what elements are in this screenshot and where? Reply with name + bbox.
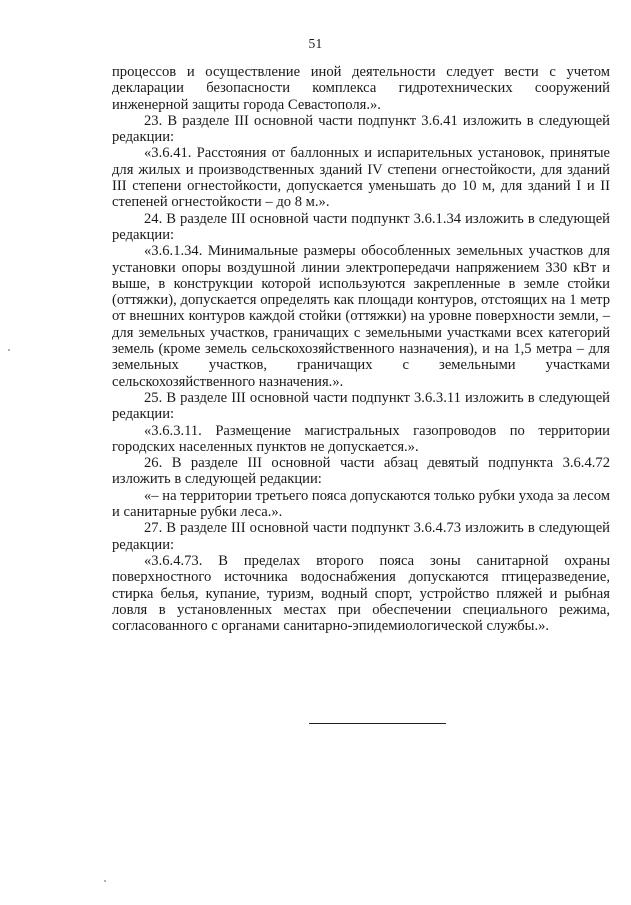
paragraph-quote-3-6-41: «3.6.41. Расстояния от баллонных и испарительных установок, принятые для жилых и производственных зданий IV степени огнестойкости, для зданий III степени огнестойкости, допускается уменьшать до 10 м, для зданий I и II степеней огнестойкости – до 8 м.». [112,145,610,211]
paragraph-item-27: 27. В разделе III основной части подпункт 3.6.4.73 изложить в следующей редакции: [112,520,610,553]
paragraph-quote-3-6-1-34: «3.6.1.34. Минимальные размеры обособленных земельных участков для установки опоры воздушной линии электропередачи напряжением 330 кВт и выше, в конструкции которой используются закрепленные в земле стойки (оттяжки), допускается определять как площади контуров, отстоящих на 1 метр от внешних контуров каждой стойки (оттяжки) на уровне поверхности земли, – для земельных участков, граничащих с земельными участками всех категорий земель (кроме земель сельскохозяйственного назначения), и на 1,5 метра – для земельных участков, граничащих с земельными участками сельскохозяйственного назначения.». [112,243,610,390]
paragraph-quote-3-6-3-11: «3.6.3.11. Размещение магистральных газопроводов по территории городских населенных пунктов не допускается.». [112,422,610,455]
paragraph-item-24: 24. В разделе III основной части подпункт 3.6.1.34 изложить в следующей редакции: [112,210,610,243]
paragraph-continuation: процессов и осуществление иной деятельности следует вести с учетом декларации безопасности комплекса гидротехнических сооружений инженерной защиты города Севастополя.». [112,64,610,113]
page-number: 51 [308,36,323,51]
paragraph-item-26: 26. В разделе III основной части абзац девятый подпункта 3.6.4.72 изложить в следующей редакции: [112,455,610,488]
scan-speck [104,880,106,882]
document-body [112,64,610,634]
paragraph-quote-forest-belt: «– на территории третьего пояса допускаются только рубки ухода за лесом и санитарные рубки леса.». [112,487,610,521]
paragraph-item-23: 23. В разделе III основной части подпункт 3.6.41 изложить в следующей редакции: [112,112,610,146]
paragraph-item-25: 25. В разделе III основной части подпункт 3.6.3.11 изложить в следующей редакции: [112,389,610,423]
scan-speck [8,349,10,351]
paragraph-quote-3-6-4-73: «3.6.4.73. В пределах второго пояса зоны санитарной охраны поверхностного источника водоснабжения допускаются птицеразведение, стирка белья, купание, туризм, водный спорт, устройство пляжей и рыбная ловля в установленных местах при обеспечении специального режима, согласованного с органами санитарно-эпидемиологической службы.». [112,552,610,635]
closing-rule [309,723,446,724]
